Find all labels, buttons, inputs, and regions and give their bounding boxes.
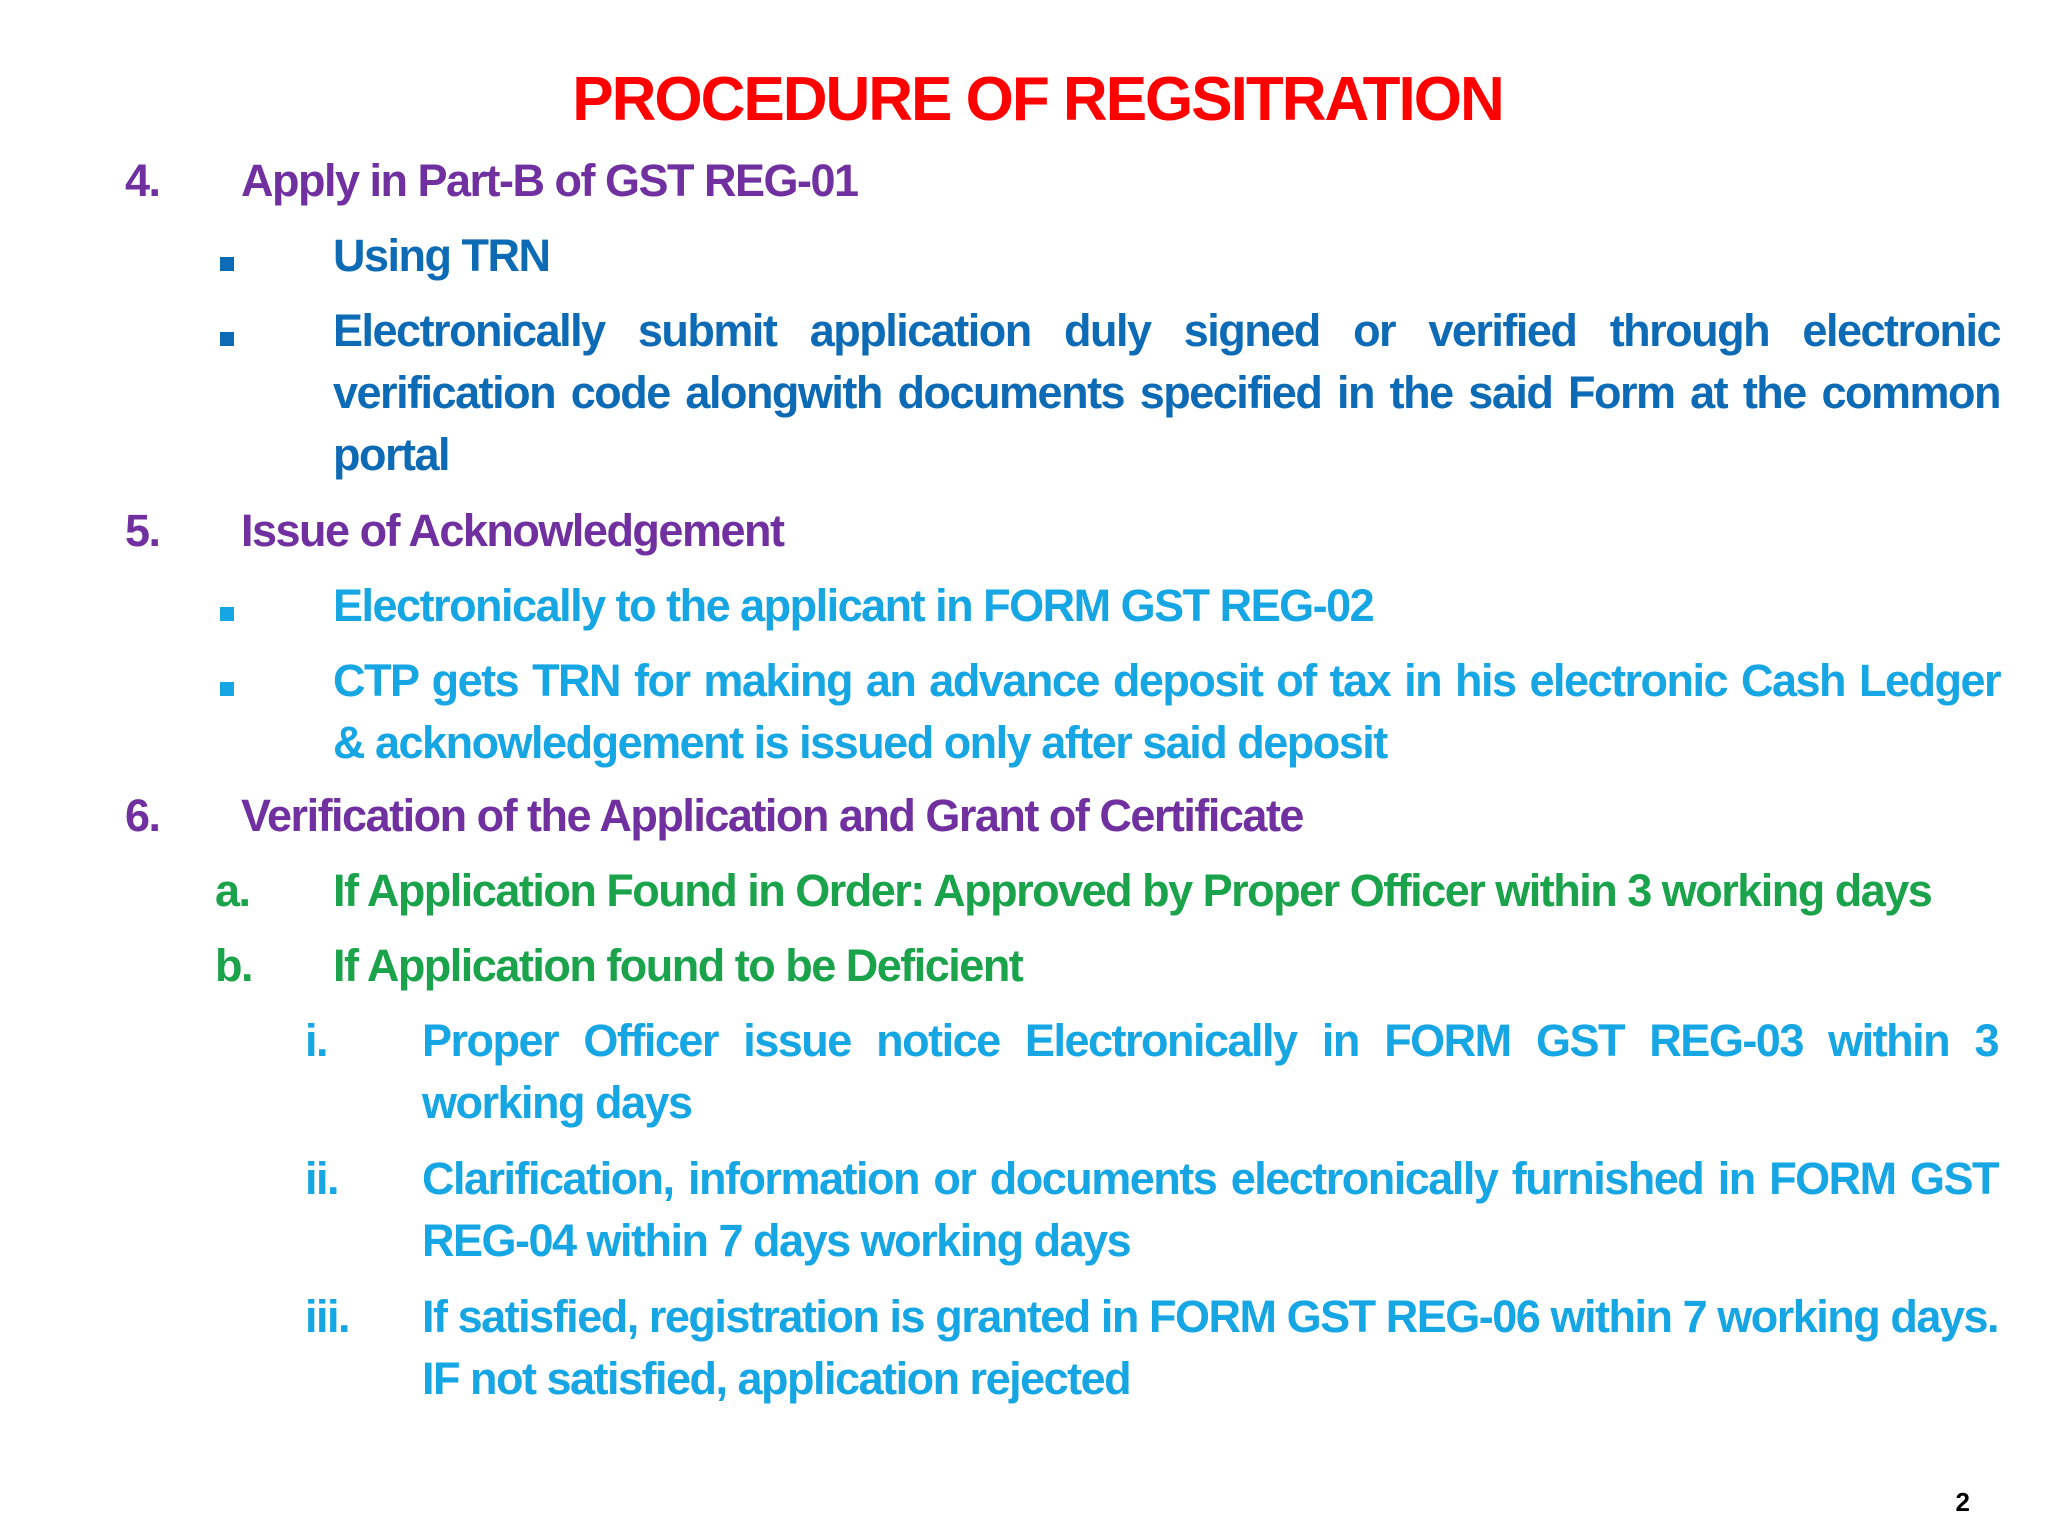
list-item-5: [125, 500, 2005, 562]
list-item-text: Apply in Part-B of GST REG-01: [241, 155, 858, 206]
list-item-text: If Application Found in Order: Approved by Proper Officer within 3 working days: [333, 865, 1932, 916]
page-number: 2: [1955, 1487, 1970, 1517]
list-item-4: [125, 150, 2005, 212]
list-marker: a.: [215, 865, 250, 916]
list-item: [220, 575, 2000, 637]
list-item-text: Proper Officer issue notice Electronically in FORM GST REG-03 within 3 working days: [422, 1015, 1998, 1128]
list-item-b: [215, 935, 2005, 997]
list-item-a: [215, 860, 2005, 922]
list-item-i: [305, 1010, 2005, 1134]
list-marker: i.: [305, 1015, 328, 1066]
list-marker: b.: [215, 940, 252, 991]
list-item-text: Verification of the Application and Grant of Certificate: [241, 790, 1303, 841]
square-bullet-icon: [220, 300, 234, 362]
list-item: [220, 650, 2000, 774]
list-item-text: If Application found to be Deficient: [333, 940, 1023, 991]
list-marker: ii.: [305, 1153, 339, 1204]
list-item-iii: [305, 1286, 2005, 1410]
list-item: [220, 225, 2000, 287]
slide-title: PROCEDURE OF REGSITRATION: [572, 65, 1503, 134]
list-item: [220, 300, 2000, 486]
list-marker: iii.: [305, 1291, 350, 1342]
list-item-6: [125, 785, 2005, 847]
list-item-text: CTP gets TRN for making an advance deposit of tax in his electronic Cash Ledger & acknowledgement is issued only after said deposit: [333, 655, 2000, 768]
square-bullet-icon: [220, 225, 234, 287]
square-bullet-icon: [220, 650, 234, 712]
list-item-text: Electronically to the applicant in FORM GST REG-02: [333, 580, 1374, 631]
list-marker: 5.: [125, 505, 160, 556]
list-item-text: Using TRN: [333, 230, 550, 281]
list-item-text: If satisfied, registration is granted in FORM GST REG-06 within 7 working days. IF not satisfied, application rejected: [422, 1291, 1998, 1404]
list-item-ii: [305, 1148, 2005, 1272]
list-marker: 6.: [125, 790, 160, 841]
list-item-text: Electronically submit application duly signed or verified through electronic verification code alongwith documents specified in the said Form at the common portal: [333, 305, 2000, 480]
list-item-text: Issue of Acknowledgement: [241, 505, 784, 556]
list-marker: 4.: [125, 155, 160, 206]
square-bullet-icon: [220, 575, 234, 637]
list-item-text: Clarification, information or documents electronically furnished in FORM GST REG-04 within 7 days working days: [422, 1153, 1998, 1266]
